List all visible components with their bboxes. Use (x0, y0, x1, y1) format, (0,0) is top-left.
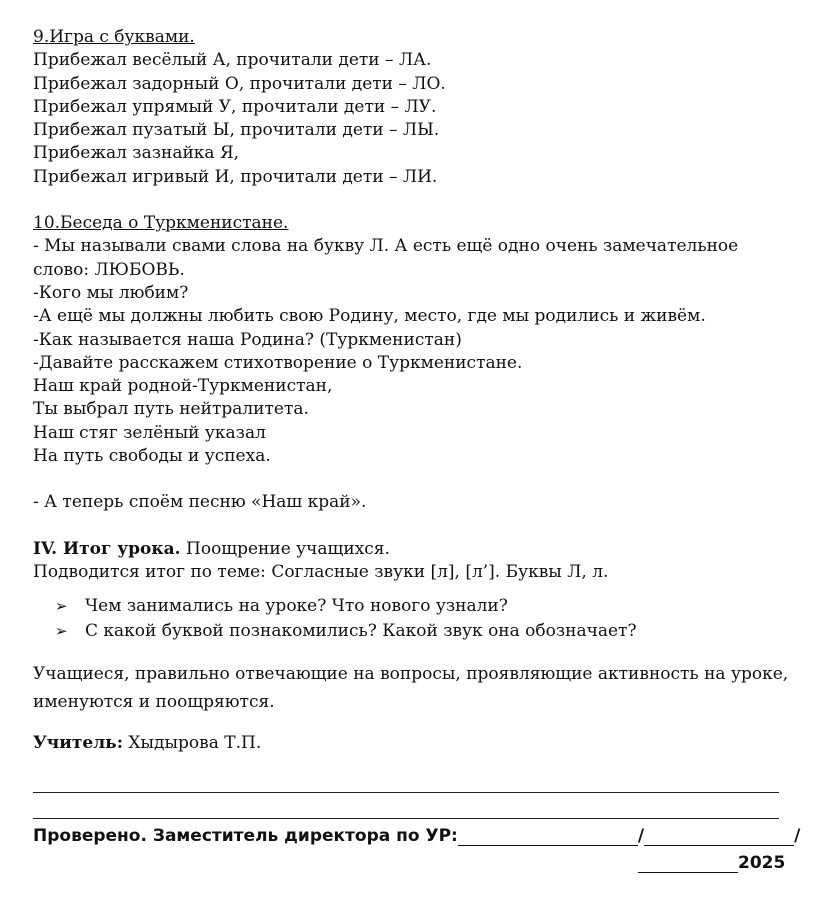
section-10-line: -Кого мы любим? (33, 282, 189, 303)
name-blank[interactable] (644, 827, 794, 846)
signature-blank[interactable] (458, 827, 638, 846)
date-blank[interactable] (638, 854, 738, 873)
bullet-text: Чем занимались на уроке? Что нового узнали? (85, 596, 508, 617)
section-10-line: -Как называется наша Родина? (Туркменистан) (33, 329, 462, 350)
section-9-title: 9.Игра с буквами. (33, 27, 195, 47)
arrow-bullet-icon: ➢ (55, 622, 68, 641)
spacer (33, 189, 793, 212)
section-4-title: IV. Итог урока. (33, 538, 181, 559)
poem-line: На путь свободы и успеха. (33, 446, 271, 467)
encouragement-paragraph: Учащиеся, правильно отвечающие на вопросы, проявляющие активность на уроке, именуются и поощряются. (33, 664, 789, 713)
section-9-line: Прибежал задорный О, прочитали дети – ЛО. (33, 73, 446, 94)
list-item (33, 619, 793, 644)
section-9-line: Прибежал игривый И, прочитали дети – ЛИ. (33, 166, 438, 187)
divider (33, 818, 779, 819)
section-9-line: Прибежал пузатый Ы, прочитали дети – ЛЫ. (33, 120, 440, 141)
section-4-heading (33, 538, 793, 561)
date-line (638, 853, 785, 873)
poem-line: Наш край родной-Туркменистан, (33, 376, 333, 397)
section-10-line: -А ещё мы должны любить свою Родину, место, где мы родились и живём. (33, 306, 706, 327)
list-item (33, 594, 793, 619)
year: 2025 (738, 853, 786, 873)
slash: / (637, 826, 645, 846)
section-9-line: Прибежал зазнайка Я, (33, 143, 240, 164)
signature-line (33, 826, 800, 846)
summary-line: Подводится итог по теме: Согласные звуки [л], [л’]. Буквы Л, л. (33, 561, 609, 582)
bullet-list (33, 594, 793, 644)
section-9-line: Прибежал упрямый У, прочитали дети – ЛУ. (33, 96, 437, 117)
section-10-line: - Мы называли свами слова на букву Л. А есть ещё одно очень замечательное (33, 236, 739, 257)
spacer (33, 468, 793, 491)
section-10-title: 10.Беседа о Туркменистане. (33, 213, 289, 234)
arrow-bullet-icon: ➢ (55, 597, 68, 616)
section-10-line: -Давайте расскажем стихотворение о Туркменистане. (33, 352, 523, 373)
song-line: - А теперь споём песню «Наш край». (33, 492, 367, 513)
section-4-subtitle: Поощрение учащихся. (180, 538, 390, 559)
divider (33, 792, 779, 793)
document-body (33, 26, 793, 755)
section-9-line: Прибежал весёлый А, прочитали дети – ЛА. (33, 50, 432, 71)
teacher-line (33, 732, 793, 755)
teacher-label: Учитель: (33, 733, 123, 754)
poem-line: Ты выбрал путь нейтралитета. (33, 399, 309, 420)
section-10-line: слово: ЛЮБОВЬ. (33, 259, 185, 280)
spacer (33, 515, 793, 538)
teacher-name: Хыдырова Т.П. (123, 733, 262, 754)
slash: / (794, 826, 801, 846)
checked-label: Проверено. Заместитель директора по УР: (33, 826, 458, 846)
bullet-text: С какой буквой познакомились? Какой звук она обозначает? (85, 621, 637, 642)
poem-line: Наш стяг зелёный указал (33, 422, 266, 443)
